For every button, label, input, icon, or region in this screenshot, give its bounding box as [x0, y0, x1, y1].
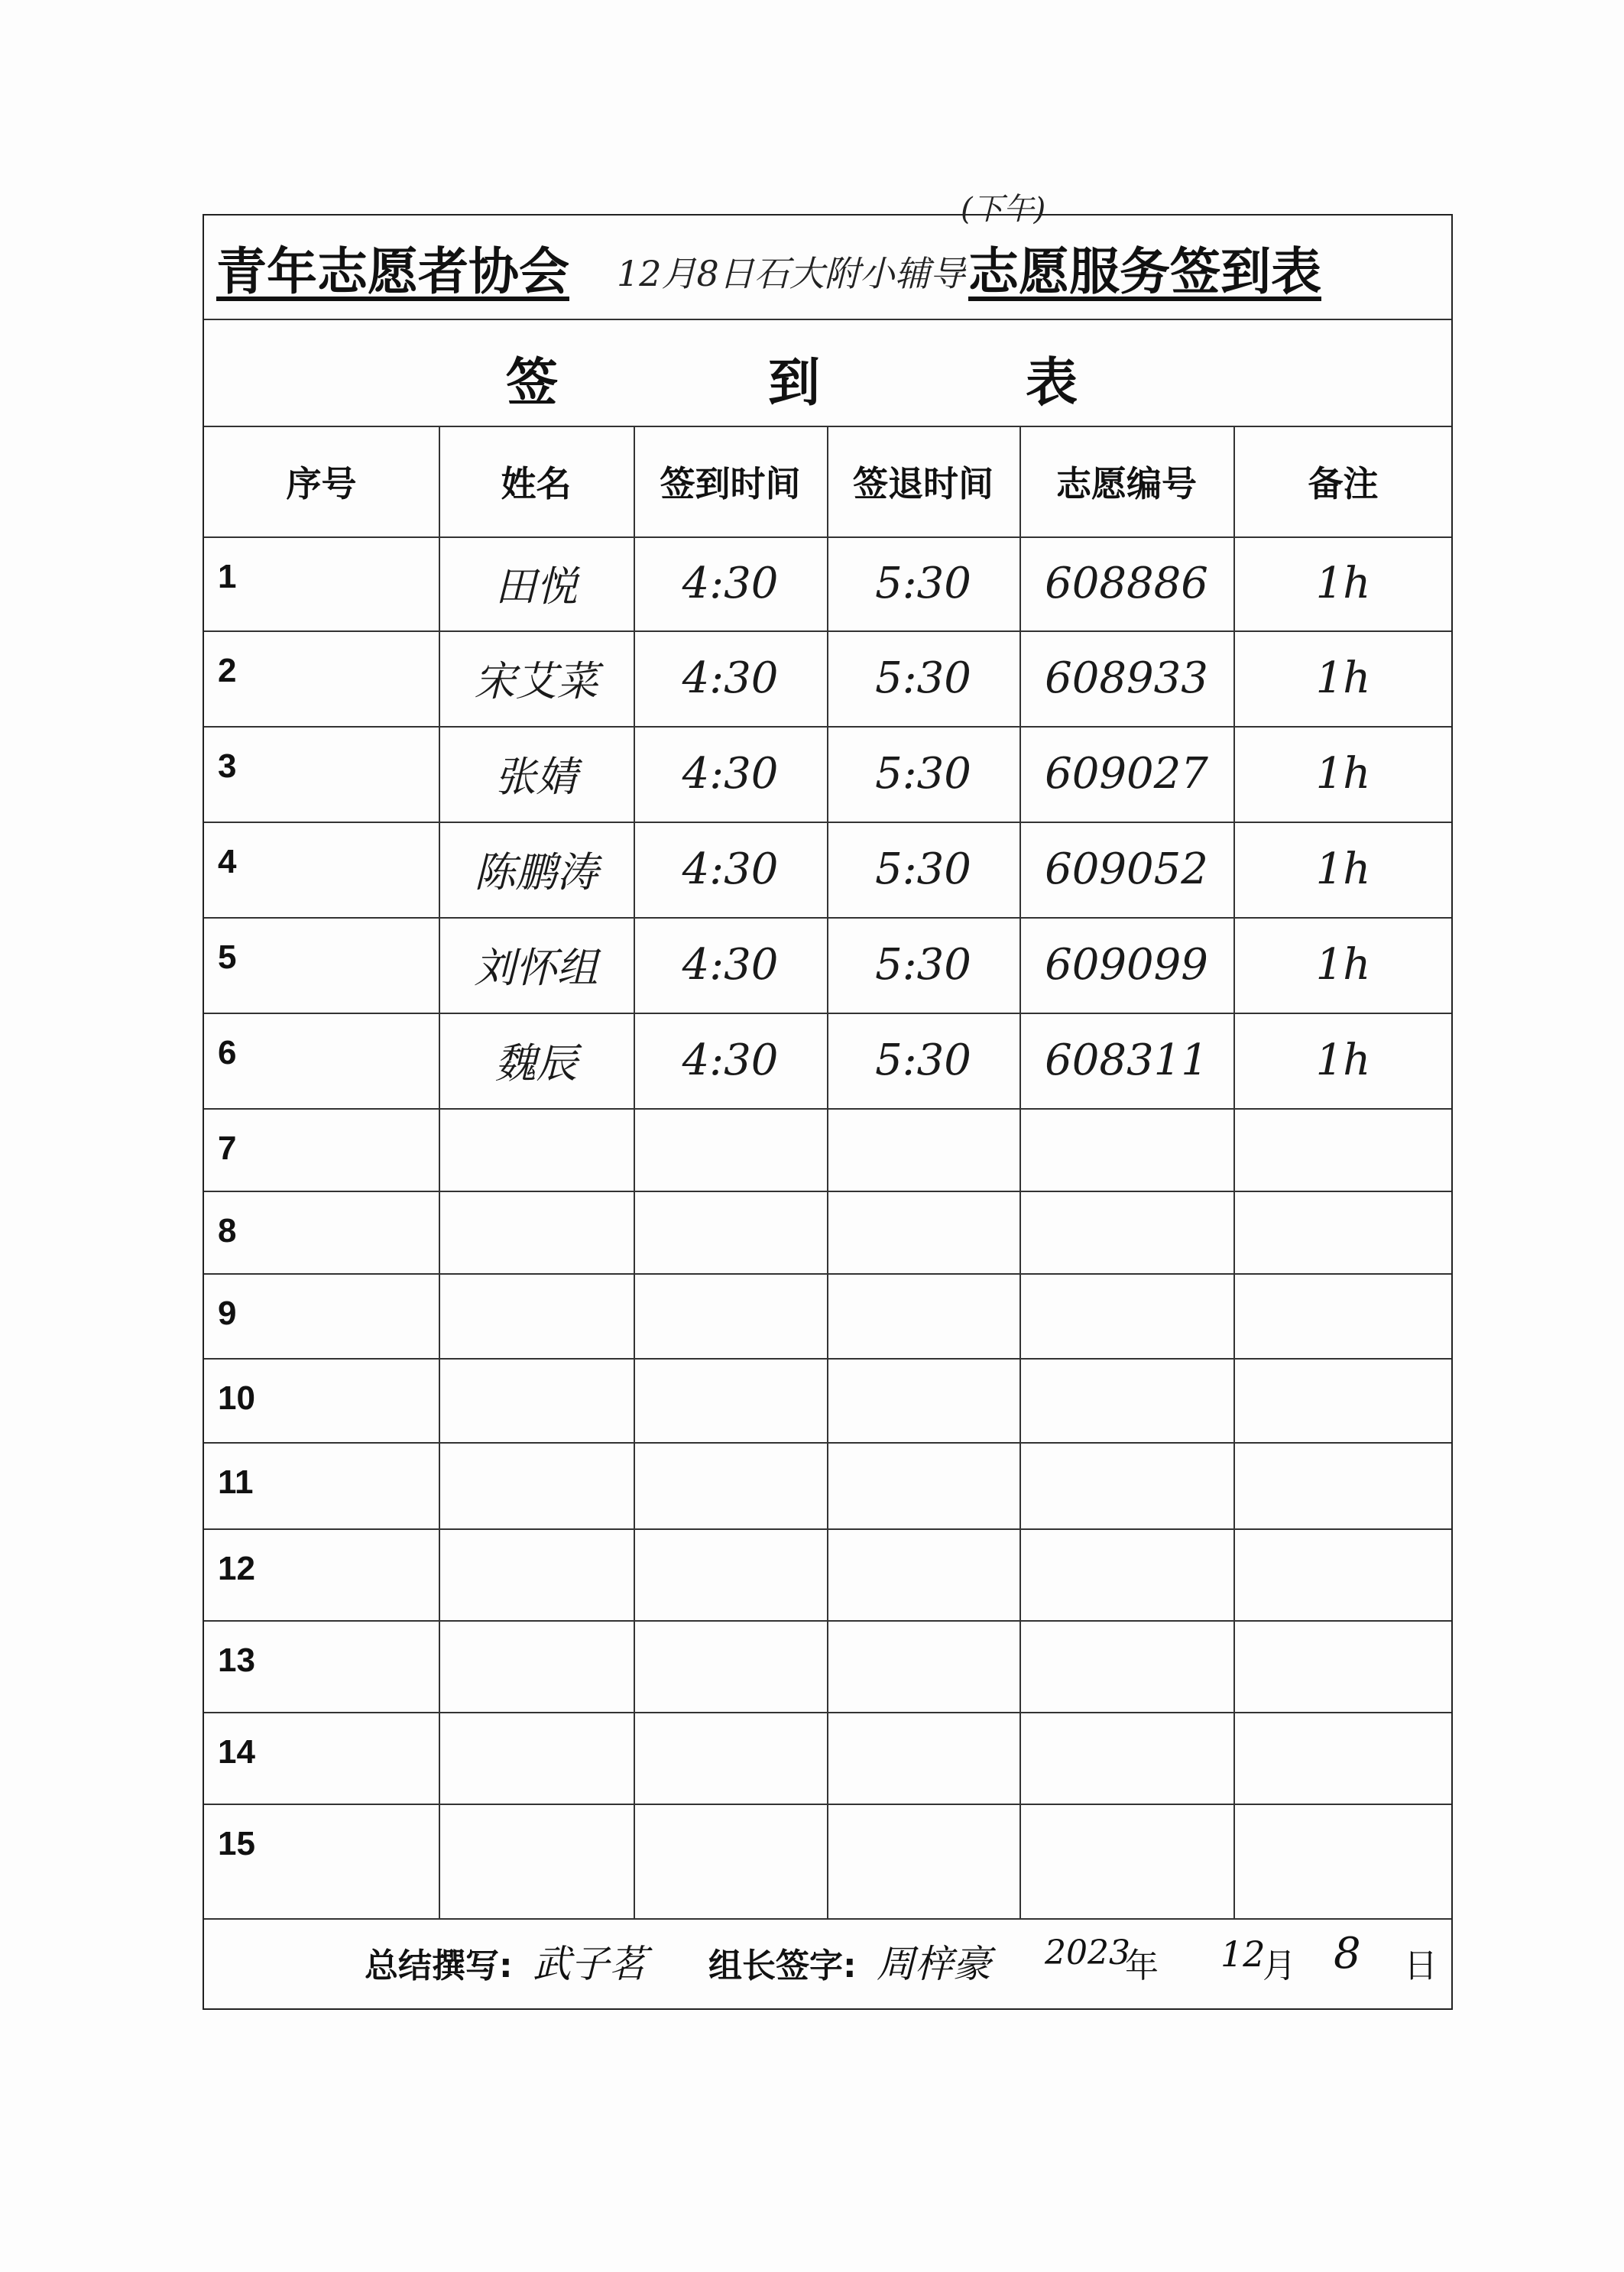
column-header-name: 姓名 [501, 462, 572, 504]
cell-checkin-time [634, 1528, 827, 1620]
leader-signature-label: 组长签字: [708, 1946, 857, 1985]
sign-in-sheet [203, 192, 1453, 2010]
cell-note: 1h [1315, 749, 1371, 799]
cell-index: 5 [218, 938, 237, 976]
cell-note [1233, 1358, 1453, 1442]
cell-checkin-time: 4:30 [682, 559, 779, 608]
cell-index: 8 [218, 1212, 237, 1249]
cell-note: 1h [1315, 1036, 1371, 1085]
cell-name [439, 1712, 634, 1804]
cell-note [1233, 1108, 1453, 1191]
cell-note: 1h [1315, 653, 1371, 703]
date-month-value: 12 [1220, 1933, 1266, 1975]
cell-name: 魏辰 [494, 1039, 578, 1087]
cell-name: 刘怀组 [474, 944, 598, 992]
cell-checkin-time: 4:30 [682, 940, 779, 990]
cell-volunteer-id [1019, 1528, 1233, 1620]
date-month-label: 月 [1263, 1946, 1296, 1985]
cell-index: 6 [218, 1034, 237, 1071]
cell-index: 10 [218, 1379, 255, 1417]
cell-index: 14 [218, 1733, 255, 1771]
cell-name [439, 1273, 634, 1358]
cell-index: 1 [218, 558, 237, 595]
cell-volunteer-id: 609099 [1045, 940, 1208, 990]
cell-volunteer-id: 609052 [1045, 844, 1208, 894]
column-header-checkout-time: 签退时间 [853, 462, 994, 504]
column-header-volunteer-id: 志愿编号 [1056, 462, 1197, 504]
cell-checkout-time: 5:30 [875, 940, 971, 990]
date-day-value: 8 [1334, 1929, 1361, 1979]
cell-note [1233, 1191, 1453, 1273]
subtitle-char-2: 到 [768, 353, 821, 413]
cell-checkout-time [827, 1804, 1019, 1918]
cell-checkin-time: 4:30 [682, 1036, 779, 1085]
cell-checkout-time [827, 1358, 1019, 1442]
cell-note [1233, 1620, 1453, 1712]
leader-signature: 周梓豪 [877, 1942, 991, 1986]
cell-name [439, 1358, 634, 1442]
summary-writer-signature: 武子茗 [533, 1942, 647, 1986]
cell-index: 13 [218, 1642, 255, 1679]
cell-checkin-time [634, 1273, 827, 1358]
cell-note [1233, 1273, 1453, 1358]
cell-checkin-time [634, 1620, 827, 1712]
cell-checkin-time: 4:30 [682, 844, 779, 894]
date-year-label: 年 [1125, 1946, 1159, 1985]
title-printed-form: 志愿服务签到表 [968, 242, 1321, 301]
cell-checkin-time [634, 1712, 827, 1804]
cell-volunteer-id [1019, 1442, 1233, 1528]
cell-name [439, 1442, 634, 1528]
cell-note [1233, 1712, 1453, 1804]
cell-name: 宋艾菜 [474, 657, 598, 705]
cell-volunteer-id [1019, 1620, 1233, 1712]
cell-note: 1h [1315, 940, 1371, 990]
cell-volunteer-id: 608933 [1045, 653, 1208, 703]
cell-checkout-time [827, 1191, 1019, 1273]
cell-note [1233, 1528, 1453, 1620]
cell-note: 1h [1315, 844, 1371, 894]
cell-index: 12 [218, 1550, 255, 1587]
cell-index: 9 [218, 1295, 237, 1332]
footer-row [204, 1915, 1451, 2008]
cell-checkout-time: 5:30 [875, 1036, 971, 1085]
cell-volunteer-id [1019, 1273, 1233, 1358]
cell-name [439, 1191, 634, 1273]
cell-checkout-time: 5:30 [875, 749, 971, 799]
cell-checkout-time [827, 1442, 1019, 1528]
cell-volunteer-id [1019, 1804, 1233, 1918]
cell-volunteer-id [1019, 1358, 1233, 1442]
cell-name [439, 1620, 634, 1712]
cell-volunteer-id [1019, 1108, 1233, 1191]
cell-note [1233, 1442, 1453, 1528]
cell-volunteer-id [1019, 1191, 1233, 1273]
title-handwritten-event: 12月8日石大附小辅导 [617, 253, 965, 294]
cell-volunteer-id: 609027 [1045, 749, 1208, 799]
subtitle-char-1: 签 [506, 353, 559, 413]
cell-checkin-time [634, 1804, 827, 1918]
cell-checkout-time: 5:30 [875, 559, 971, 608]
cell-checkout-time [827, 1712, 1019, 1804]
cell-checkin-time: 4:30 [682, 653, 779, 703]
cell-volunteer-id [1019, 1712, 1233, 1804]
date-year-value: 2023 [1045, 1933, 1130, 1972]
cell-volunteer-id: 608311 [1045, 1036, 1208, 1085]
cell-name [439, 1528, 634, 1620]
cell-name: 田悦 [494, 562, 578, 611]
cell-index: 11 [218, 1463, 254, 1501]
cell-checkout-time [827, 1528, 1019, 1620]
date-day-label: 日 [1404, 1946, 1438, 1985]
cell-index: 15 [218, 1825, 255, 1862]
cell-checkin-time [634, 1358, 827, 1442]
subtitle-row [204, 319, 1451, 426]
cell-checkin-time: 4:30 [682, 749, 779, 799]
title-printed-org: 青年志愿者协会 [216, 242, 569, 301]
column-header-note: 备注 [1308, 462, 1379, 504]
title-row [204, 192, 1451, 319]
cell-name: 陈鹏涛 [474, 848, 598, 896]
cell-index: 3 [218, 747, 237, 785]
cell-checkin-time [634, 1108, 827, 1191]
cell-checkout-time: 5:30 [875, 653, 971, 703]
title-annotation-afternoon: (下午) [961, 192, 1046, 227]
cell-name [439, 1108, 634, 1191]
subtitle-char-3: 表 [1026, 353, 1078, 413]
cell-volunteer-id: 608886 [1045, 559, 1208, 608]
cell-checkin-time [634, 1442, 827, 1528]
cell-note: 1h [1315, 559, 1371, 608]
cell-note [1233, 1804, 1453, 1918]
cell-checkout-time [827, 1620, 1019, 1712]
cell-name [439, 1804, 634, 1918]
cell-index: 2 [218, 652, 237, 689]
cell-checkout-time: 5:30 [875, 844, 971, 894]
column-header-index: 序号 [286, 462, 357, 504]
cell-index: 4 [218, 843, 237, 880]
column-header-checkin-time: 签到时间 [660, 462, 801, 504]
cell-index: 7 [218, 1130, 237, 1167]
cell-name: 张婧 [494, 753, 578, 801]
cell-checkin-time [634, 1191, 827, 1273]
summary-writer-label: 总结撰写: [365, 1946, 513, 1985]
cell-checkout-time [827, 1273, 1019, 1358]
cell-checkout-time [827, 1108, 1019, 1191]
